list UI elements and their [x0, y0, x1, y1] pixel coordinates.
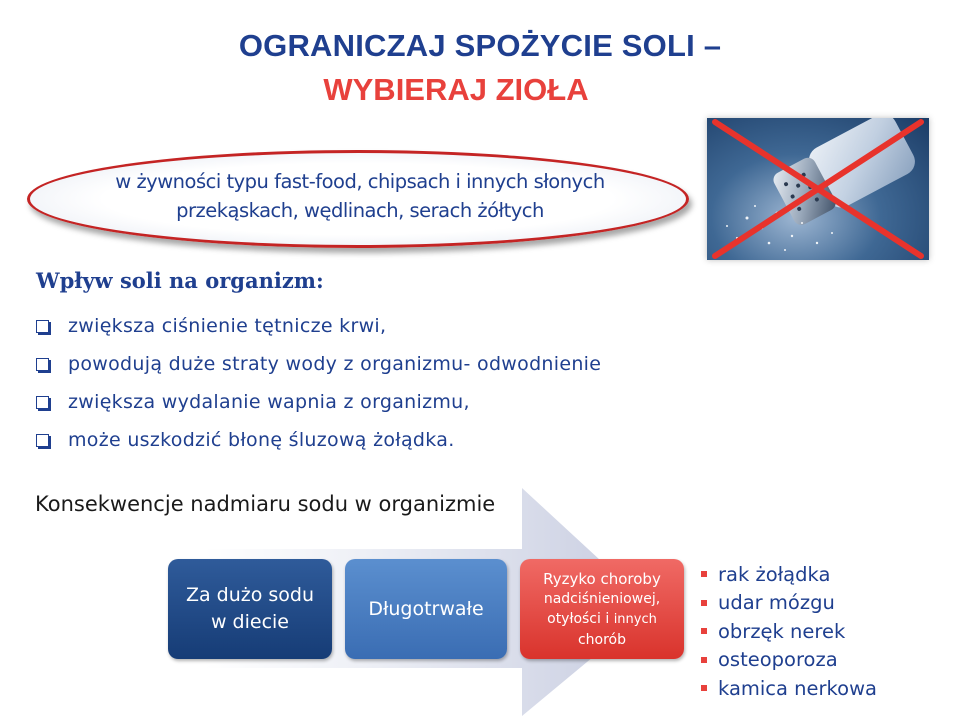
square-bullet-icon	[701, 600, 707, 606]
card3-line-2: nadciśnieniowej,	[543, 590, 661, 607]
card1-line-2: w diecie	[210, 611, 289, 633]
disease-text: rak żołądka	[718, 562, 831, 586]
disease-text: osteoporoza	[718, 648, 838, 672]
disease-text: obrzęk nerek	[718, 619, 846, 643]
disease-text: kamica nerkowa	[718, 676, 877, 700]
list-item	[700, 646, 877, 675]
card-long-term	[345, 559, 507, 659]
list-item	[700, 589, 877, 618]
card1-line-1: Za dużo sodu	[185, 584, 315, 606]
list-item	[700, 560, 877, 589]
card3-line-4: chorób	[577, 631, 627, 648]
card-too-much-sodium	[168, 559, 332, 659]
card3-line-1: Ryzyko choroby	[543, 569, 661, 588]
square-bullet-icon	[701, 685, 707, 691]
list-item-text: zwiększa wydalanie wapnia z organizmu,	[68, 391, 470, 413]
list-item-text: może uszkodzić błonę śluzową żołądka.	[68, 429, 455, 451]
card2-label: Długotrwałe	[368, 598, 484, 620]
title-line-1: OGRANICZAJ SPOŻYCIE SOLI –	[238, 28, 722, 63]
list-item-text: powodują duże straty wody z organizmu- odwodnienie	[68, 353, 602, 375]
list-item	[700, 674, 877, 703]
card3-line-3b: innych	[613, 611, 657, 627]
consequences-heading: Konsekwencje nadmiaru sodu w organizmie	[35, 492, 496, 516]
square-bullet-icon	[701, 571, 707, 577]
title-line-2: WYBIERAJ ZIOŁA	[323, 72, 589, 107]
disease-text: udar mózgu	[718, 591, 835, 615]
list-item-text: zwiększa ciśnienie tętnicze krwi,	[68, 315, 387, 337]
square-bullet-icon	[701, 657, 707, 663]
oval-text-line-1: w żywności typu fast-food, chipsach i innych słonych	[115, 170, 605, 193]
list-item	[700, 617, 877, 646]
card-disease-risk	[520, 559, 684, 659]
square-bullet-icon	[701, 628, 707, 634]
oval-text-line-2: przekąskach, wędlinach, serach żółtych	[176, 199, 544, 222]
effects-heading: Wpływ soli na organizm:	[36, 268, 324, 293]
diseases-list	[700, 560, 877, 703]
card3-line-3a: otyłości i	[547, 610, 610, 627]
